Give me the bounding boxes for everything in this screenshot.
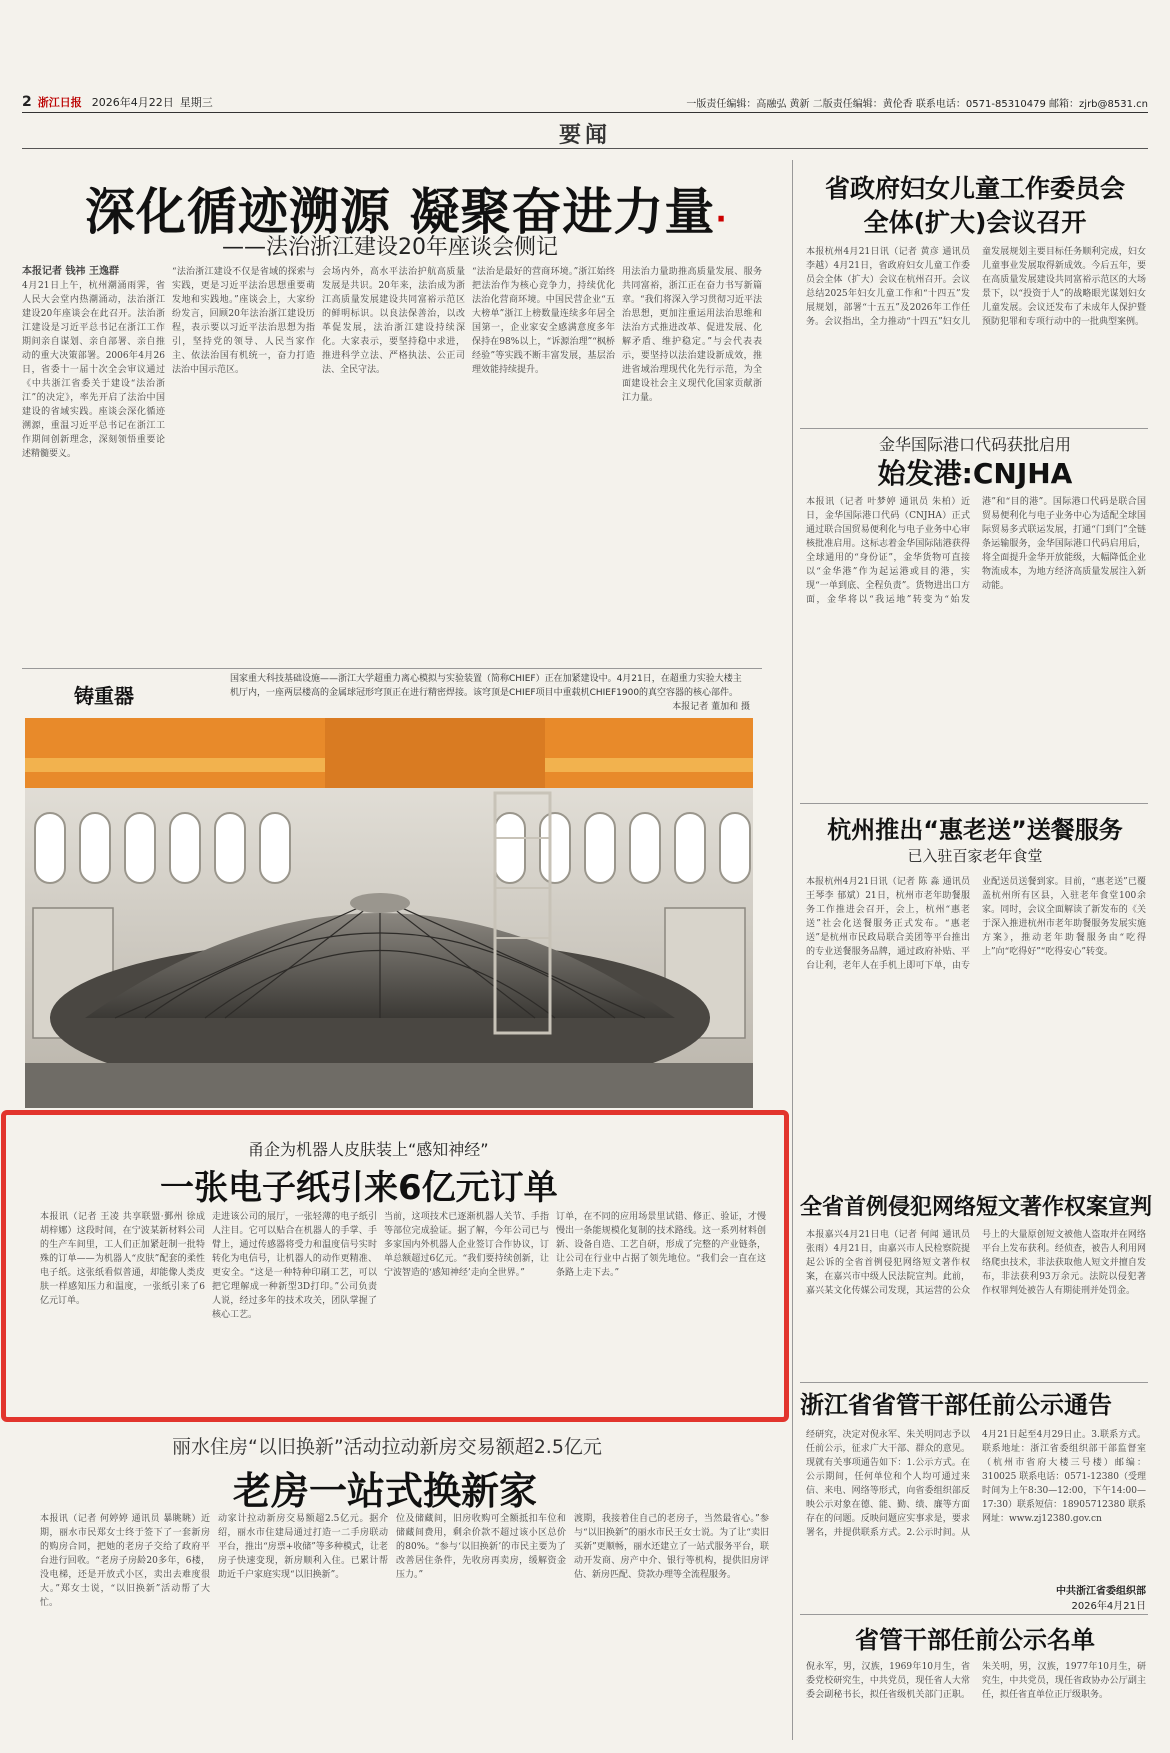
masthead — [22, 92, 1148, 113]
column-divider — [792, 160, 793, 1740]
issue-weekday: 星期三 — [179, 96, 213, 109]
e-paper-body-4: 订单，在不同的应用场景里试错、修正、验证，才慢慢出一条能规模化复制的技术路线。这一系列材料创新、设备自造、工艺自研，形成了完整的产业链条，让公司在行业中占据了领先地位。“我们会一直在这条路上走下去。” — [556, 1212, 766, 1278]
e-paper-headline: 一张电子纸引来6亿元订单 — [160, 1168, 558, 1208]
lead-column-2: “法治浙江建设不仅是省域的探索与实践，更是习近平法治思想重要萌发地和实践地。”座谈会上，大家纷纷发言，回顾20年法治浙江建设历程，表示要以习近平法治思想为指引，坚持党的领导、人民当家作主、依法治国有机统一，奋力打造法治中国示范区。 — [172, 267, 315, 375]
photo-credit: 本报记者 董加和 摄 — [672, 702, 750, 712]
page-number: 2 — [22, 94, 32, 110]
lishui-body-3: 位及储藏间，旧房收购可全额抵扣车位和储藏间费用，剩余价款不超过该小区总价的80%。“参与‘以旧换新’的市民主要为了改善居住条件，先收房再卖房，缓解资金压力。” — [396, 1514, 566, 1580]
issue-date: 2026年4月22日 — [91, 96, 174, 109]
meals-headline: 杭州推出“惠老送”送餐服务 — [827, 816, 1123, 844]
dome-photo-illustration — [25, 718, 753, 1108]
list-headline: 省管干部任前公示名单 — [855, 1626, 1095, 1654]
port-kicker: 金华国际港口代码获批启用 — [878, 435, 1071, 454]
lishui-body-1: 本报讯（记者 何婷婷 通讯员 暴眺眺）近期，丽水市民郑女士终于签下了一套新房的购房合同，把她的老房子交给了政府平台进行回收。“老房子房龄20多年，6楼，没电梯，还是开放式小区，卖出去难度很大。”郑女士说，“以旧换新”活动帮了大忙。 — [40, 1514, 210, 1608]
paper-name: 浙江日报 — [37, 96, 82, 109]
port-headline: 始发港:CNJHA — [877, 457, 1073, 490]
notice-headline: 浙江省省管干部任前公示通告 — [800, 1391, 1112, 1419]
cyber-body: 本报嘉兴4月21日电（记者 何闻 通讯员 张雨）4月21日，由嘉兴市人民检察院提起公诉的全省首例侵犯网络短文著作权案，在嘉兴市中级人民法院宣判。此前，嘉兴某文化传媒公司发现，其运营的公众号上的大量原创短文被他人盗取并在网络平台上发布获利。经侦查，被告人利用网络爬虫技术，非法获取他人短文并擅自发布，非法获利93万余元。法院以侵犯著作权罪判处被告人有期徒刑并处罚金。 — [806, 1230, 1146, 1296]
e-paper-body-2: 走进该公司的展厅，一张轻薄的电子纸引人注目。它可以贴合在机器人的手掌、手臂上，通过传感器将受力和温度信号实时转化为电信号，让机器人的动作更精准、更安全。“这是一种特种印刷工艺，可以把它理解成一种新型3D打印。”公司负责人说，经过多年的技术攻关，团队掌握了核心工艺。 — [212, 1212, 377, 1320]
women-children-body: 本报杭州4月21日讯（记者 黄彦 通讯员 李越）4月21日，省政府妇女儿童工作委员会全体（扩大）会议在杭州召开。会议总结2025年妇女儿童工作和“十四五”发展规划，部署“十五五”及2026年工作任务。会议指出，全力推动“十四五”妇女儿童发展规划主要目标任务顺利完成，妇女儿童事业发展取得新成效。今后五年，要在高质量发展建设共同富裕示范区的大场景下，以“投资于人”的战略眼光谋划妇女儿童发展。会议还发布了未成年人保护暨预防犯罪和专项行动中的一批典型案例。 — [806, 247, 1146, 327]
lishui-body-2: 动家计拉动新房交易额超2.5亿元。据介绍，丽水市住建局通过打造一二手房联动平台，推出“房票+收储”等多种模式，让老房子快速变现，新房顺利入住。已累计帮助近千户家庭实现“以旧换新”。 — [218, 1514, 388, 1580]
lishui-headline: 老房一站式换新家 — [233, 1469, 538, 1513]
lead-column-5: 用法治力量助推高质量发展、服务共同富裕，浙江正在奋力书写新篇章。“我们将深入学习贯彻习近平法治思想，更加注重运用法治思维和法治方式推进改革、促进发展、化解矛盾、维护稳定。”与会代表表示，要坚持以法治建设新成效，推进省域治理现代化先行示范，为全面建设社会主义现代化国家贡献浙江力量。 — [622, 267, 762, 403]
notice-body: 经研究，决定对倪永军、朱关明同志予以任前公示，征求广大干部、群众的意见。现就有关事项通告如下：1.公示方式。在公示期间，任何单位和个人均可通过来信、来电、网络等形式，向省委组织部反映公示对象在德、能、勤、绩、廉等方面存在的问题。反映问题应实事求是，要求署名，并提供联系方式。2.公示时间。从4月21日起至4月29日止。3.联系方式。联系地址：浙江省委组织部干部监督室（杭州市省府大楼三号楼）邮编：310025 联系电话：0571-12380（受理时间为上午8:30—12:00，下午14:00—17:30）联系短信：18905712380 联系网址：www.zj12380.gov.cn — [806, 1430, 1146, 1538]
rule-photo — [22, 668, 762, 669]
e-paper-body-3: 当前，这项技术已逐渐机器人关节、手指等部位完成验证。据了解，今年公司已与多家国内外机器人企业签订合作协议，订单总额超过6亿元。“我们要持续创新，让宁波智造的‘感知神经’走向全世界。” — [384, 1212, 549, 1278]
port-body: 本报讯（记者 叶梦婷 通讯员 朱柏）近日，金华国际港口代码（CNJHA）正式通过联合国贸易便利化与电子业务中心审核批准启用。这标志着金华国际陆港获得全球通用的“身份证”，金华货物可直接以“金华港”作为起运港或目的港，实现“一单到底、全程负责”。货物进出口方面，金华将以“我运地”转变为“始发港”和“目的港”。国际港口代码是联合国贸易便利化与电子业务中心为适配全球国际贸易多式联运发展，打通“门到门”全链条运输服务，金华国际港口代码启用后，将全面提升金华开放能级，大幅降低企业物流成本，为地方经济高质量发展注入新动能。 — [806, 497, 1146, 605]
meals-body: 本报杭州4月21日讯（记者 陈 淼 通讯员 王琴李 郁斌）21日，杭州市老年助餐服务工作推进会召开，会上，杭州“惠老送”社会化送餐服务正式发布。“惠老送”是杭州市民政局联合美团等平台推出的专业送餐服务品牌，通过政府补贴、平台让利，老年人在手机上即可下单，由专业配送员送餐到家。目前，“惠老送”已覆盖杭州所有区县，入驻老年食堂100余家。同时，会议全面解读了新发布的《关于深入推进杭州市老年助餐服务发展实施方案》，推动老年助餐服务由“吃得上”向“吃得好”“吃得安心”转变。 — [806, 877, 1146, 971]
lishui-body-4: 渡期，我接着住自己的老房子，当然最省心。”参与“以旧换新”的丽水市民王女士说。为了让“卖旧买新”更顺畅，丽水还建立了一站式服务平台，联动开发商、房产中介、银行等机构，提供旧房评估、新房匹配、贷款办理等全流程服务。 — [574, 1514, 769, 1580]
lead-column-3: 会场内外，高水平法治护航高质量发展是共识。20年来，法治成为浙江高质量发展建设共同富裕示范区的鲜明标识。以良法保善治，以改革促发展，法治浙江建设持续深化。大家表示，要坚持稳中求进，推进科学立法、严格执法、公正司法、全民守法。 — [322, 267, 465, 375]
lead-headline: 深化循迹溯源 凝聚奋进力量· — [85, 183, 728, 241]
rule-4 — [800, 1614, 1148, 1615]
e-paper-body-1: 本报讯（记者 王凌 共享联盟·鄞州 徐成 胡梓娜）这段时间，在宁波某新材料公司的生产车间里，工人们正加紧赶制一批特殊的订单——为机器人“皮肤”配套的柔性电子纸。这张纸看似普通，却能像人类皮肤一样感知压力和温度，一张纸引来了6亿元订单。 — [40, 1212, 205, 1306]
section-title: 要闻 — [558, 123, 611, 148]
rule-2 — [800, 803, 1148, 804]
rule-1 — [800, 428, 1148, 429]
notice-signature-date: 2026年4月21日 — [1071, 1601, 1146, 1612]
section-rule — [22, 148, 1148, 149]
notice-signature: 中共浙江省委组织部 — [1056, 1586, 1146, 1597]
editor-credits: 一版责任编辑：高融弘 黄新 二版责任编辑：黄伦香 联系电话：0571-85310479 邮箱：zjrb@8531.cn — [686, 98, 1148, 110]
photo-caption — [230, 672, 750, 714]
lishui-kicker: 丽水住房“以旧换新”活动拉动新房交易额超2.5亿元 — [172, 1436, 602, 1458]
meals-subheadline: 已入驻百家老年食堂 — [907, 847, 1043, 865]
rule-3 — [800, 1382, 1148, 1383]
list-body: 倪永军，男，汉族，1969年10月生，省委党校研究生，中共党员，现任省人大常委会副秘书长，拟任省级机关部门正职。朱关明，男，汉族，1977年10月生，研究生，中共党员，现任省政协办公厅副主任，拟任省直单位正厅级职务。 — [806, 1662, 1146, 1700]
lead-byline: 本报记者 钱祎 王逸群 — [22, 266, 119, 277]
cyber-headline: 全省首例侵犯网络短文著作权案宣判 — [800, 1195, 1153, 1220]
lead-body-1: 4月21日上午，杭州潮涌雨霁，省人民大会堂内热潮涌动，法治浙江建设20年座谈会在此召开。法治浙江建设是习近平总书记在浙江工作期间亲自谋划、亲自部署、亲自推动的重大决策部署。2006年4月26日，省委十一届十次全会审议通过《中共浙江省委关于建设“法治浙江”的决定》，率先开启了法治中国建设的省域实践。座谈会深化循迹溯源，重温习近平总书记在浙江工作期间创新理念，深刻领悟重要论述精髓要义。 — [22, 281, 165, 459]
lead-column-4: “法治是最好的营商环境。”浙江始终把法治作为核心竞争力，持续优化法治化营商环境。中国民营企业“五大榜单”浙江上榜数量连续多年居全国第一，企业家安全感满意度多年保持在98%以上，“诉源治理”“枫桥经验”等实践不断丰富发展，基层治理效能持续提升。 — [472, 267, 615, 375]
photo-section-label: 铸重器 — [74, 684, 134, 708]
lead-column-1 — [22, 265, 165, 665]
e-paper-kicker: 甬企为机器人皮肤装上“感知神经” — [248, 1140, 489, 1159]
photo-caption-text: 国家重大科技基础设施——浙江大学超重力离心模拟与实验装置（简称CHIEF）正在加紧建设中。4月21日，在超重力实验大楼主机厅内，一座两层楼高的金属球冠形穹顶正在进行精密焊接。该穹顶是CHIEF项目中重载机CHIEF1900的真空容器的核心部件。 — [230, 674, 742, 698]
dome-construction-photo — [25, 718, 753, 1108]
women-children-headline: 省政府妇女儿童工作委员会 全体(扩大)会议召开 — [824, 174, 1125, 237]
notice-signature-block — [1000, 1582, 1146, 1612]
lead-subheadline: ——法治浙江建设20年座谈会侧记 — [222, 235, 558, 260]
